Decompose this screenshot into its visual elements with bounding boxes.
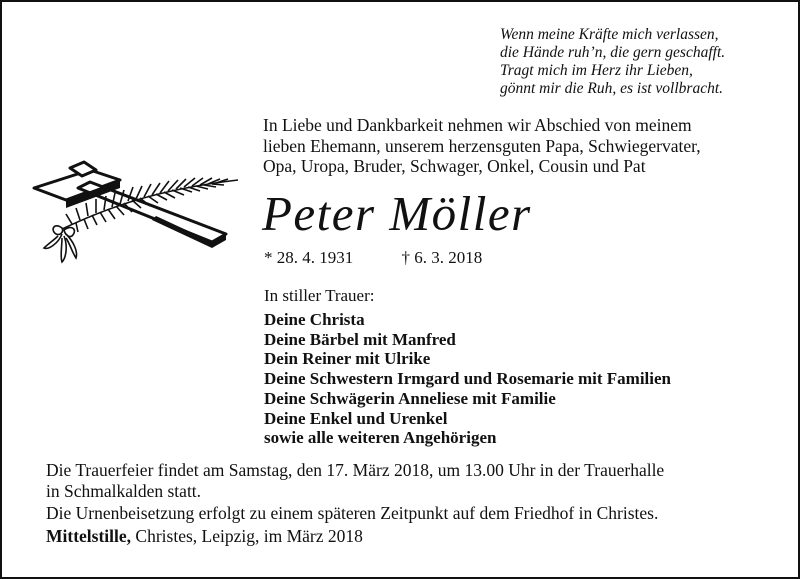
poem-line: gönnt mir die Ruh, es ist vollbracht. <box>500 80 724 97</box>
mourner-line: Deine Schwestern Irmgard und Rosemarie mit Familien <box>264 369 672 389</box>
mourner-line: Deine Bärbel mit Manfred <box>264 329 456 349</box>
place-date-line <box>46 526 786 547</box>
intro-line: Opa, Uropa, Bruder, Schwager, Onkel, Cousin und Pat <box>263 156 646 176</box>
poem-line: Wenn meine Kräfte mich verlassen, <box>500 26 719 43</box>
cross-palm-icon <box>32 158 242 270</box>
ceremony-line: in Schmalkalden statt. <box>46 480 202 501</box>
ribbon-icon <box>44 226 77 262</box>
poem-line: die Hände ruh’n, die gern geschafft. <box>500 44 726 61</box>
life-dates <box>264 248 482 268</box>
mourner-line: Deine Enkel und Urenkel <box>264 408 448 428</box>
poem <box>500 26 790 98</box>
deceased-name: Peter Möller <box>262 186 532 241</box>
mourner-line: Deine Schwägerin Anneliese mit Familie <box>264 388 556 408</box>
intro-line: lieben Ehemann, unserem herzensguten Papa, Schwiegervater, <box>263 135 701 156</box>
mourner-line: Deine Christa <box>264 310 365 329</box>
intro-line: In Liebe und Dankbarkeit nehmen wir Abschied von meinem <box>263 115 692 135</box>
poem-line: Tragt mich im Herz ihr Lieben, <box>500 62 693 79</box>
place-date: Christes, Leipzig, im März 2018 <box>131 525 363 546</box>
intro-text <box>263 115 783 177</box>
mourner-line: sowie alle weiteren Angehörigen <box>264 428 497 448</box>
death-date: † 6. 3. 2018 <box>401 248 483 267</box>
burial-line: Die Urnenbeisetzung erfolgt zu einem späteren Zeitpunkt auf dem Friedhof in Christes. <box>46 503 659 523</box>
ceremony-line: Die Trauerfeier findet am Samstag, den 17. März 2018, um 13.00 Uhr in der Trauerhalle <box>46 460 665 480</box>
place-name: Mittelstille, <box>46 525 132 546</box>
footer-text <box>46 460 786 546</box>
mourners-list <box>264 310 671 448</box>
mourning-label: In stiller Trauer: <box>264 286 375 305</box>
mourner-line: Dein Reiner mit Ulrike <box>264 349 431 369</box>
cross-icon <box>34 162 226 248</box>
birth-date: * 28. 4. 1931 <box>264 248 354 267</box>
